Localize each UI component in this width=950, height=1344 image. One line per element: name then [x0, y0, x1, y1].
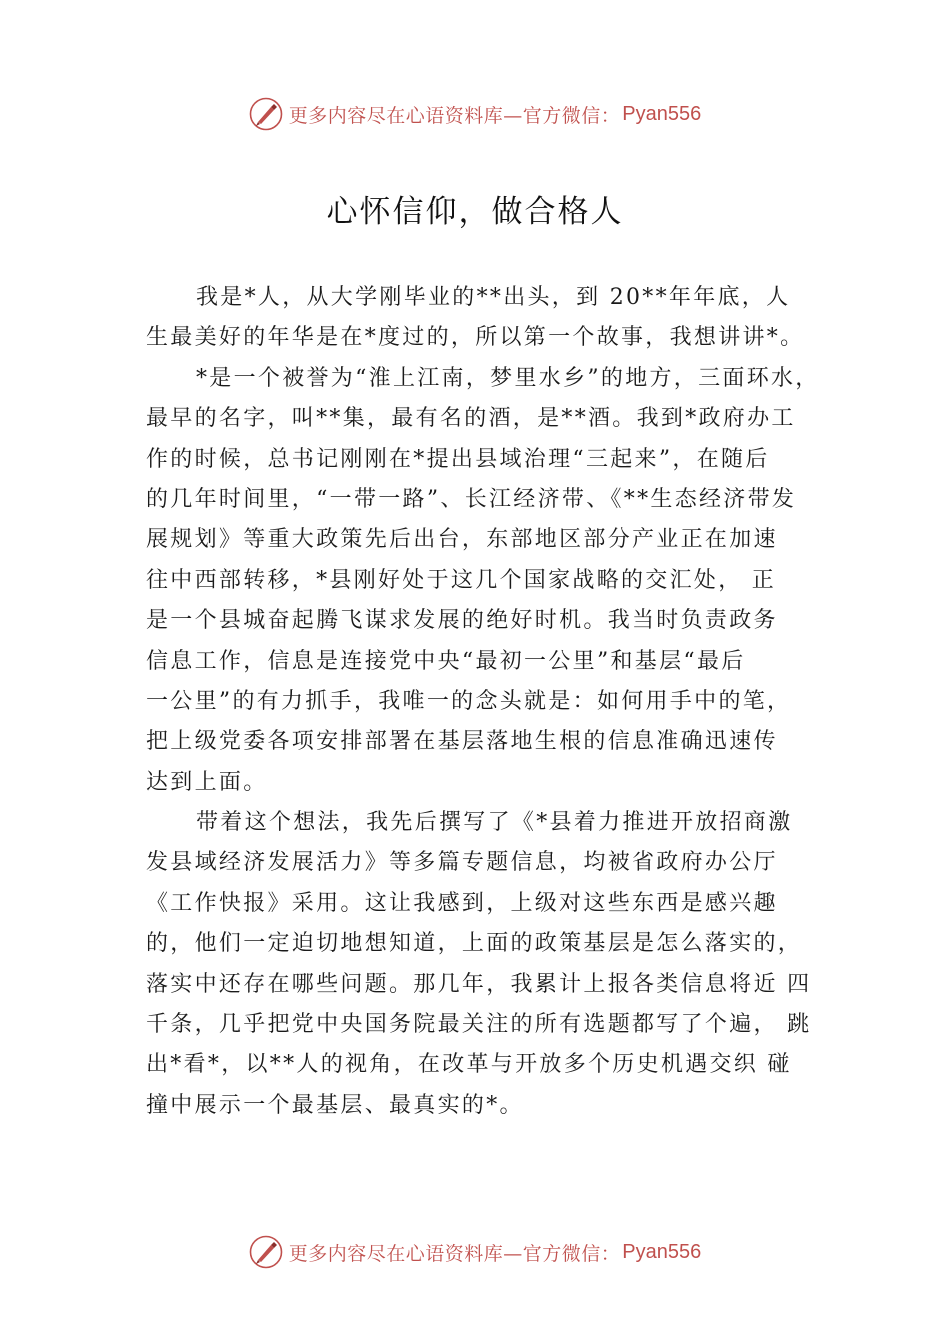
paragraph-line: 一公里”的有力抓手，我唯一的念头就是：如何用手中的笔， — [146, 688, 792, 714]
article-body — [146, 278, 836, 1126]
paragraph-line: *是一个被誉为“淮上江南，梦里水乡”的地方，三面环水， — [196, 365, 820, 391]
paragraph-line: 往中西部转移，*县刚好处于这几个国家战略的交汇处， 正 — [146, 567, 777, 593]
paragraph-line: 是一个县城奋起腾飞谋求发展的绝好时机。我当时负责政务 — [146, 608, 778, 634]
paragraph-line: 我是*人，从大学刚毕业的**出头，到 20**年年底，人 — [196, 285, 791, 310]
paragraph-line: 达到上面。 — [146, 769, 268, 795]
paragraph-line: 落实中还存在哪些问题。那几年，我累计上报各类信息将近 四 — [146, 971, 812, 997]
paragraph-line: 出*看*，以**人的视角，在改革与开放多个历史机遇交织 碰 — [146, 1052, 792, 1078]
paragraph-line: 作的时候，总书记刚刚在*提出县域治理“三起来”，在随后 — [146, 446, 770, 472]
paragraph-line: 把上级党委各项安排部署在基层落地生根的信息准确迅速传 — [146, 729, 778, 755]
paragraph-line: 撞中展示一个最基层、最真实的*。 — [146, 1092, 524, 1118]
header-banner-text: 更多内容尽在心语资料库—官方微信： — [288, 104, 621, 127]
footer-banner-text: 更多内容尽在心语资料库—官方微信： — [288, 1242, 621, 1265]
paragraph-line: 带着这个想法，我先后撰写了《*县着力推进开放招商激 — [196, 810, 793, 836]
paragraph-line: 展规划》等重大政策先后出台，东部地区部分产业正在加速 — [146, 527, 778, 553]
paragraph-line: 的几年时间里，“一带一路”、长江经济带、《**生态经济带发 — [146, 486, 797, 512]
pen-logo-icon — [249, 97, 283, 131]
paragraph-line: 千条，几乎把党中央国务院最关注的所有选题都写了个遍， 跳 — [146, 1012, 812, 1038]
header-banner — [0, 94, 950, 134]
page-title: 心怀信仰，做合格人 — [326, 194, 624, 230]
paragraph-line: 《工作快报》采用。这让我感到，上级对这些东西是感兴趣 — [146, 890, 778, 916]
paragraph-line: 最早的名字，叫**集，最有名的酒，是**酒。我到*政府办工 — [146, 406, 796, 432]
paragraph-line: 发县域经济发展活力》等多篇专题信息，均被省政府办公厅 — [146, 850, 778, 876]
footer-banner — [0, 1232, 950, 1272]
header-wechat-id: Pyan556 — [622, 102, 702, 125]
paragraph-line: 信息工作，信息是连接党中央“最初一公里”和基层“最后 — [146, 648, 746, 674]
paragraph-line: 生最美好的年华是在*度过的，所以第一个故事，我想讲讲*。 — [146, 325, 805, 351]
paragraph-line: 的，他们一定迫切地想知道，上面的政策基层是怎么落实的， — [146, 931, 803, 957]
footer-wechat-id: Pyan556 — [622, 1240, 702, 1263]
pen-logo-icon — [249, 1235, 283, 1269]
